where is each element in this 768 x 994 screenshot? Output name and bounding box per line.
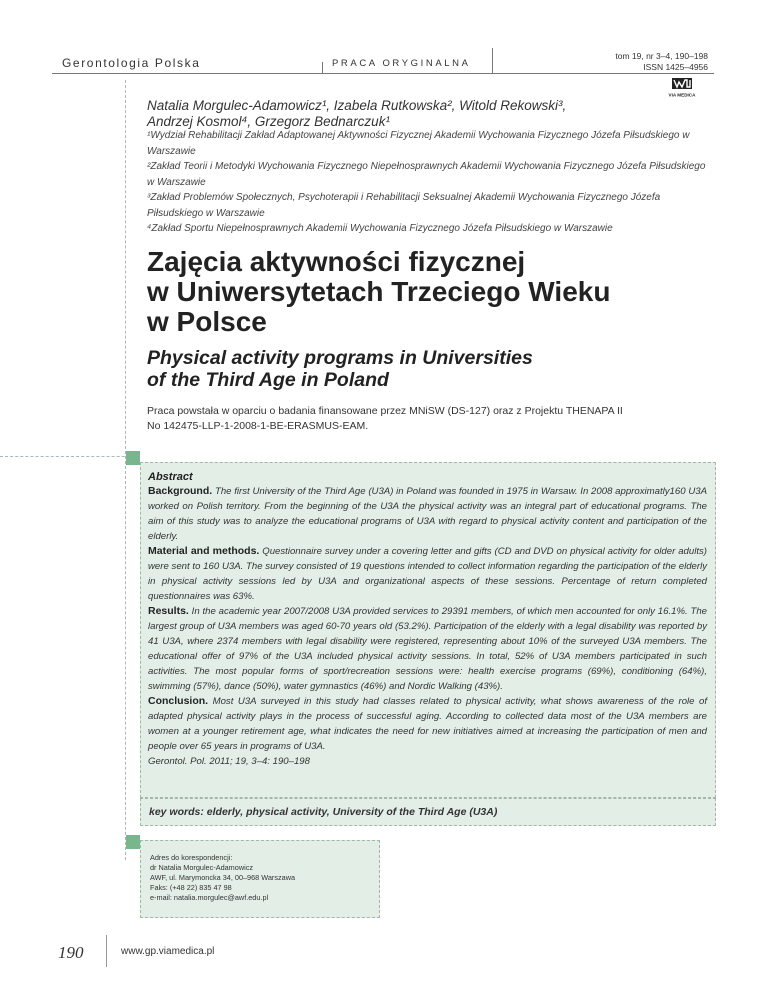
title-line: Zajęcia aktywności fizycznej <box>147 246 526 277</box>
title-polish <box>147 247 667 337</box>
margin-guide <box>125 80 126 860</box>
section-label: Background. <box>148 485 213 497</box>
section-text: The first University of the Third Age (U3A) in Poland was founded in 1975 in Warsaw. In 2008 approximatly160 U3A worked on Polish territory. From the beginning of the U3A the physical activity was an integral part of educational programs. The aim of this study was to analyze the educational programs of U3A with regard to physical activity content and participation of the elderly. <box>148 486 707 542</box>
abstract-marker <box>126 451 140 465</box>
funding-line: No 142475-LLP-1-2008-1-BE-ERASMUS-EAM. <box>147 420 369 432</box>
volume-number: tom 19, nr 3–4, 190–198 <box>615 51 708 61</box>
abstract-conclusion <box>148 694 707 754</box>
affiliation: ⁴Zakład Sportu Niepełnosprawnych Akademii Wychowania Fizycznego Józefa Piłsudskiego w Warszawie <box>147 223 613 234</box>
correspondence-name: dr Natalia Morgulec-Adamowicz <box>150 863 254 872</box>
section-label: Material and methods. <box>148 545 260 557</box>
title-line: w Uniwersytetach Trzeciego Wieku <box>147 276 611 307</box>
section-guide <box>0 456 140 457</box>
correspondence-address: AWF, ul. Marymoncka 34, 00–968 Warszawa <box>150 873 296 882</box>
funding-line: Praca powstała w oparciu o badania finansowane przez MNiSW (DS-127) oraz z Projektu THENAPA II <box>147 405 623 417</box>
funding-note <box>147 404 707 434</box>
logo-text: VIA MEDICA <box>668 92 696 98</box>
issn: ISSN 1425–4956 <box>643 62 708 72</box>
title-english <box>147 347 667 391</box>
website-link[interactable]: www.gp.viamedica.pl <box>121 946 215 957</box>
affiliations <box>147 128 707 237</box>
article-type: PRACA ORYGINALNA <box>332 58 471 69</box>
abstract-heading: Abstract <box>148 471 193 483</box>
abstract-background <box>148 484 707 544</box>
title-line: of the Third Age in Poland <box>147 369 389 391</box>
correspondence-email: e-mail: natalia.morgulec@awf.edu.pl <box>150 893 269 902</box>
author-line: Andrzej Kosmol⁴, Grzegorz Bednarczuk¹ <box>147 114 390 129</box>
author-line: Natalia Morgulec-Adamowicz¹, Izabela Rutkowska², Witold Rekowski³, <box>147 98 567 113</box>
section-text: Questionnaire survey under a covering letter and gifts (CD and DVD on physical activity for older adults) were sent to 160 U3A. The survey consisted of 19 questions intended to collect information regarding the participation of the elderly in physical activity sessions led by U3A and organizational aspects of these sessions. Percentage of return completed questionnaires was 63%. <box>148 546 707 602</box>
journal-name: Gerontologia Polska <box>62 56 201 70</box>
affiliation: ³Zakład Problemów Społecznych, Psychoterapii i Rehabilitacji Seksualnej Akademii Wychowania Fizycznego Józefa Piłsudskiego w Warszawie <box>147 192 661 219</box>
abstract-results <box>148 604 707 694</box>
correspondence-marker <box>126 835 140 849</box>
section-text: In the academic year 2007/2008 U3A provided services to 29391 members, of which men accounted for only 16.1%. The largest group of U3A members was aged 60-70 years old (53.2%). Participation of the elderly with a legal disability was reported by 41 U3A, where 2374 members with legal disability were registered, representing about 10% of the surveyed U3A members. The educational offer of 97% of the U3A included physical activity sessions. In total, 52% of U3A members participated in such activities. The most popular forms of sport/recreation sessions were: health exercise programs (69%), conditioning (64%), swimming (57%), dance (50%), water gymnastics (46%) and Nordic Walking (43%). <box>148 606 707 692</box>
abstract-methods <box>148 544 707 604</box>
title-line: w Polsce <box>147 306 267 337</box>
abstract-box <box>140 462 716 798</box>
affiliation: ²Zakład Teorii i Metodyki Wychowania Fizycznego Niepełnosprawnych Akademii Wychowania Fizycznego Józefa Piłsudskiego w Warszawie <box>147 161 706 188</box>
section-label: Conclusion. <box>148 695 209 707</box>
citation: Gerontol. Pol. 2011; 19, 3–4: 190–198 <box>148 756 310 767</box>
title-line: Physical activity programs in Universities <box>147 347 533 369</box>
page-number: 190 <box>58 943 84 962</box>
section-label: Results. <box>148 605 189 617</box>
footer-divider <box>106 935 107 967</box>
correspondence-heading: Adres do korespondencji: <box>150 853 233 862</box>
via-medica-logo-icon <box>664 78 700 98</box>
header-rule <box>52 73 714 74</box>
section-text: Most U3A surveyed in this study had classes related to physical activity, what shows awareness of the role of adapted physical activity plays in the process of successful aging. According to collected data most of the U3A members are women at a younger retirement age, what indicates the need for new initiatives aimed at increasing the participation of men and people over 65 years in programs of U3A. <box>148 696 707 752</box>
volume-info <box>615 51 708 73</box>
keywords: key words: elderly, physical activity, University of the Third Age (U3A) <box>140 798 716 826</box>
correspondence-box <box>140 840 380 918</box>
author-list <box>147 98 707 130</box>
affiliation: ¹Wydział Rehabilitacji Zakład Adaptowanej Aktywności Fizycznej Akademii Wychowania Fizycznego Józefa Piłsudskiego w Warszawie <box>147 130 690 157</box>
header-divider <box>492 48 493 74</box>
correspondence-fax: Faks: (+48 22) 835 47 98 <box>150 883 232 892</box>
